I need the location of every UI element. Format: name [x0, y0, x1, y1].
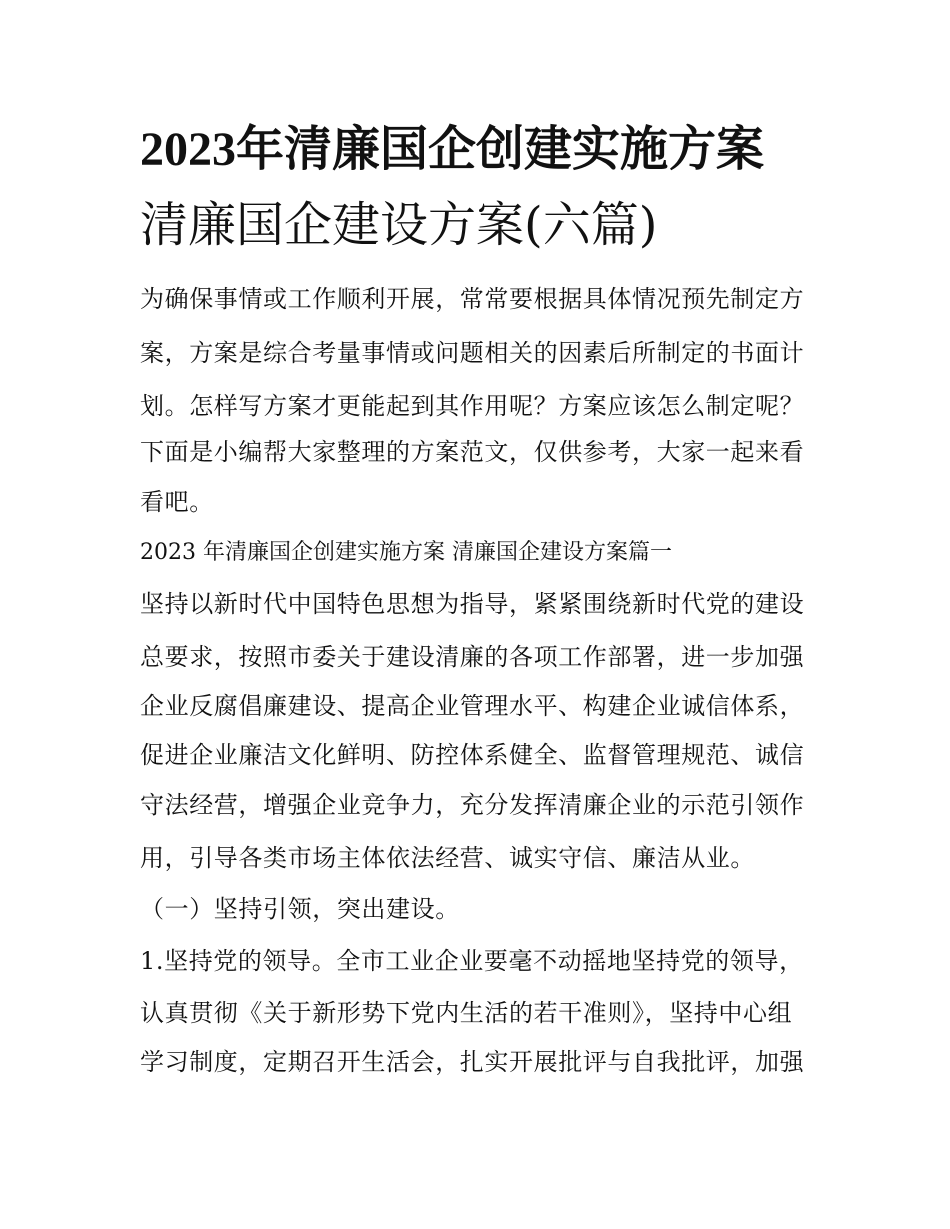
paragraph-line: 1.坚持党的领导。全市工业企业要毫不动摇地坚持党的领导，: [140, 947, 804, 975]
title-line-1-text: 年清廉国企创建实施方案: [236, 121, 765, 177]
paragraph-line: 为确保事情或工作顺利开展，常常要根据具体情况预先制定方: [140, 285, 805, 313]
paragraph-line: 划。怎样写方案才更能起到其作用呢？方案应该怎么制定呢？: [140, 392, 805, 420]
title-year: 2023: [140, 123, 236, 176]
document-title-line-2: 清廉国企建设方案(六篇): [140, 197, 658, 253]
paragraph-line: 认真贯彻《关于新形势下党内生活的若干准则》，坚持中心组: [140, 999, 793, 1027]
paragraph-line: 坚持以新时代中国特色思想为指导，紧紧围绕新时代党的建设: [140, 590, 805, 618]
paragraph-line: 学习制度，定期召开生活会，扎实开展批评与自我批评，加强: [140, 1048, 805, 1076]
subsection-heading: （一）坚持引领，突出建设。: [140, 895, 460, 923]
paragraph-line: 企业反腐倡廉建设、提高企业管理水平、构建企业诚信体系，: [140, 692, 805, 720]
paragraph-line: 案，方案是综合考量事情或问题相关的因素后所制定的书面计: [140, 339, 805, 367]
paragraph-line: 用，引导各类市场主体依法经营、诚实守信、廉洁从业。: [140, 844, 755, 872]
paragraph-line: 下面是小编帮大家整理的方案范文，仅供参考，大家一起来看: [140, 438, 805, 466]
paragraph-line: 促进企业廉洁文化鲜明、防控体系健全、监督管理规范、诚信: [140, 741, 805, 769]
section-heading: 2023 年清廉国企创建实施方案 清廉国企建设方案篇一: [140, 540, 672, 565]
paragraph-line: 总要求，按照市委关于建设清廉的各项工作部署，进一步加强: [140, 643, 805, 671]
paragraph-line: 守法经营，增强企业竞争力，充分发挥清廉企业的示范引领作: [140, 791, 805, 819]
document-title-line-1: [140, 121, 765, 177]
paragraph-line: 看吧。: [140, 488, 214, 516]
